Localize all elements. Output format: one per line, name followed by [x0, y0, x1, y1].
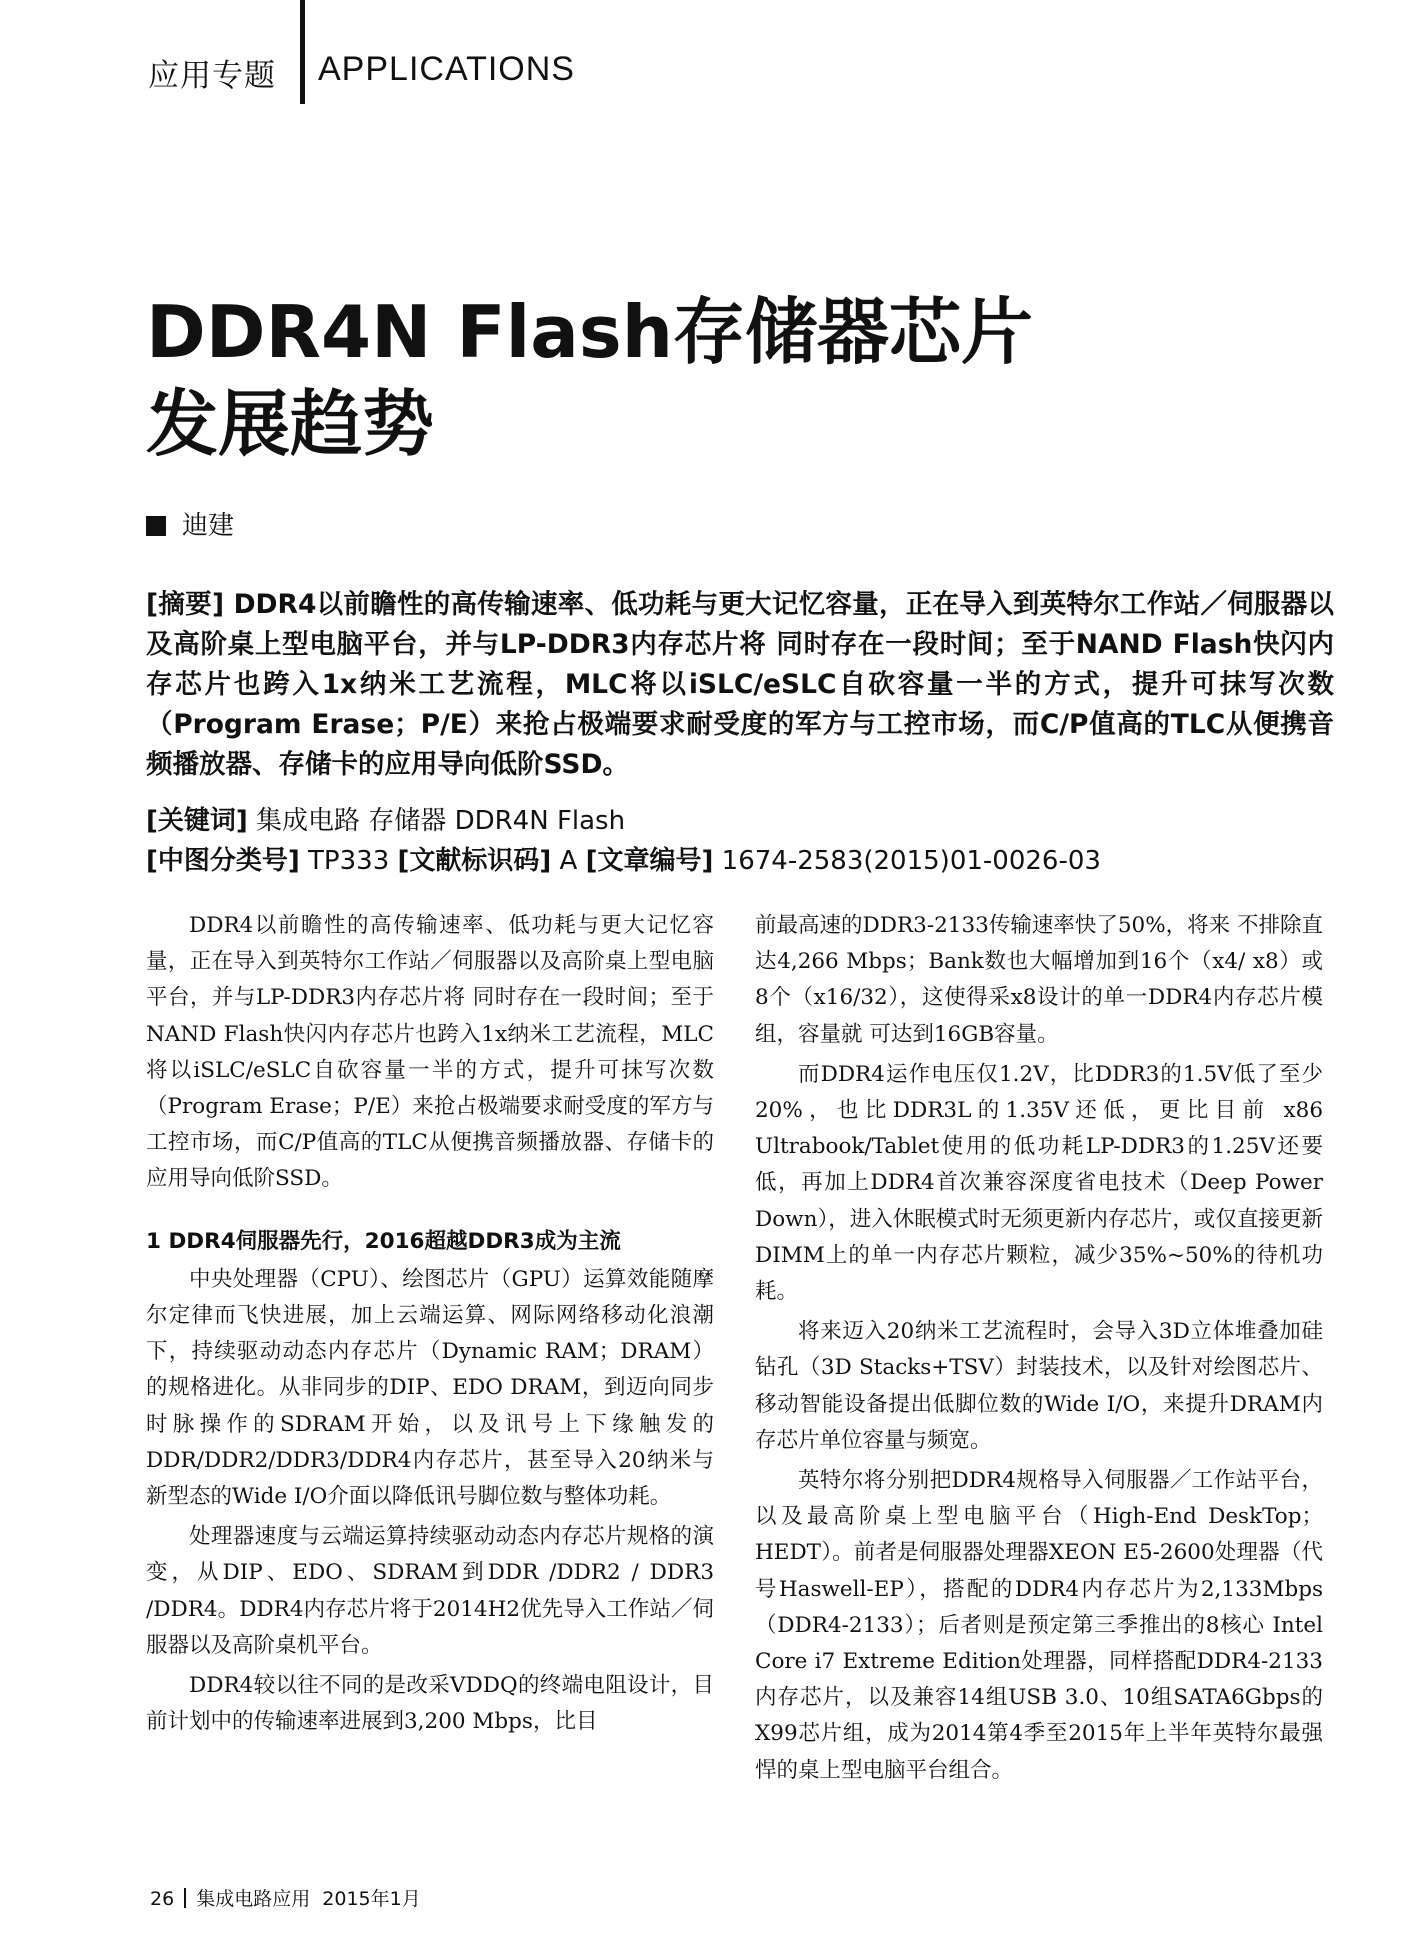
- issue-date: 2015年1月: [322, 1888, 421, 1910]
- paragraph: 前最高速的DDR3-2133传输速率快了50%，将来 不排除直达4,266 Mbps；Bank数也大幅增加到16个（x4/ x8）或8个（x16/32），这使得采x8设计的单一DDR4内存芯片模组，容量就 可达到16GB容量。: [755, 913, 1323, 1047]
- title-line-1: DDR4N Flash存储器芯片: [146, 290, 1033, 374]
- page-number: 26: [150, 1888, 175, 1910]
- paragraph: 而DDR4运作电压仅1.2V，比DDR3的1.5V低了至少20%，也比DDR3L的1.35V还低，更比目前 x86 Ultrabook/Tablet使用的低功耗LP-DDR3的1.25V还要低，再加上DDR4首次兼容深度省电技术（Deep Power Down），进入休眠模式时无须更新内存芯片，或仅直接更新DIMM上的单一内存芯片颗粒，减少35%~50%的待机功耗。: [755, 1061, 1323, 1305]
- paragraph: DDR4以前瞻性的高传输速率、低功耗与更大记忆容量，正在导入到英特尔工作站／伺服器以及高阶桌上型电脑平台，并与LP-DDR3内存芯片将 同时存在一段时间；至于NAND Flash快闪内存芯片也跨入1x纳米工艺流程，MLC将以iSLC/eSLC自砍容量一半的方式，提升可抹写次数（Program Erase；P/E）来抢占极端要求耐受度的军方与工控市场，而C/P值高的TLC从便携音频播放器、存储卡的应用导向低阶SSD。: [146, 913, 714, 1192]
- article-no-label: [文章编号]: [585, 846, 714, 876]
- paragraph: 将来迈入20纳米工艺流程时，会导入3D立体堆叠加硅钻孔（3D Stacks+TSV）封装技术，以及针对绘图芯片、移动智能设备提出低脚位数的Wide I/O，来提升DRAM内存芯片单位容量与频宽。: [755, 1319, 1323, 1453]
- page-footer: [150, 1884, 421, 1911]
- footer-divider: [184, 1888, 186, 1908]
- author-line: [146, 505, 234, 542]
- keywords-label: [关键词]: [146, 806, 248, 836]
- keywords-value: 集成电路 存储器 DDR4N Flash: [256, 806, 626, 836]
- section-heading: 1 DDR4伺服器先行，2016超越DDR3成为主流: [146, 1228, 621, 1254]
- classification-value: TP333: [308, 846, 390, 876]
- abstract: [摘要] DDR4以前瞻性的高传输速率、低功耗与更大记忆容量，正在导入到英特尔工作站／伺服器以及高阶桌上型电脑平台，并与LP-DDR3内存芯片将 同时存在一段时间；至于NAND Flash快闪内存芯片也跨入1x纳米工艺流程，MLC将以iSLC/eSLC自砍容量一半的方式，提升可抹写次数（Program Erase；P/E）来抢占极端要求耐受度的军方与工控市场，而C/P值高的TLC从便携音频播放器、存储卡的应用导向低阶SSD。: [146, 589, 1334, 780]
- header-divider-top: [300, 0, 305, 44]
- article-title: [146, 286, 1146, 470]
- author-name: 迪建: [182, 511, 235, 541]
- body-column-right: [755, 908, 1323, 1793]
- classification-label: [中图分类号]: [146, 846, 300, 876]
- body-column-left: [146, 908, 714, 1744]
- section-label-en: APPLICATIONS: [318, 50, 575, 88]
- square-bullet-icon: [146, 516, 166, 536]
- classification-line: [146, 840, 1334, 877]
- title-line-2: 发展趋势: [146, 382, 435, 466]
- journal-name: 集成电路应用: [196, 1888, 311, 1910]
- paragraph: 英特尔将分别把DDR4规格导入伺服器／工作站平台，以及最高阶桌上型电脑平台（High-End DeskTop；HEDT）。前者是伺服器处理器XEON E5-2600处理器（代号Haswell-EP），搭配的DDR4内存芯片为2,133Mbps（DDR4-2133）；后者则是预定第三季推出的8核心 Intel Core i7 Extreme Edition处理器，同样搭配DDR4-2133内存芯片，以及兼容14组USB 3.0、10组SATA6Gbps的X99芯片组，成为2014第4季至2015年上半年英特尔最强悍的桌上型电脑平台组合。: [755, 1468, 1323, 1783]
- doc-code-value: A: [559, 846, 578, 876]
- doc-code-label: [文献标识码]: [397, 846, 552, 876]
- section-label-cn: 应用专题: [148, 58, 276, 93]
- keywords-line: [146, 800, 1334, 837]
- paragraph: 中央处理器（CPU）、绘图芯片（GPU）运算效能随摩尔定律而飞快进展，加上云端运算、网际网络移动化浪潮下，持续驱动动态内存芯片（Dynamic RAM；DRAM）的规格进化。从非同步的DIP、EDO DRAM，到迈向同步时脉操作的SDRAM开始，以及讯号上下缘触发的DDR/DDR2/DDR3/DDR4内存芯片，甚至导入20纳米与新型态的Wide I/O介面以降低讯号脚位数与整体功耗。: [146, 1266, 714, 1510]
- paragraph: 处理器速度与云端运算持续驱动动态内存芯片规格的演变，从DIP、EDO、SDRAM到DDR /DDR2 / DDR3 /DDR4。DDR4内存芯片将于2014H2优先导入工作站／伺服器以及高阶桌机平台。: [146, 1524, 714, 1658]
- paragraph: DDR4较以往不同的是改采VDDQ的终端电阻设计，目前计划中的传输速率进展到3,200 Mbps，比目: [146, 1673, 714, 1735]
- header-divider: [300, 44, 305, 104]
- article-no-value: 1674-2583(2015)01-0026-03: [721, 846, 1101, 876]
